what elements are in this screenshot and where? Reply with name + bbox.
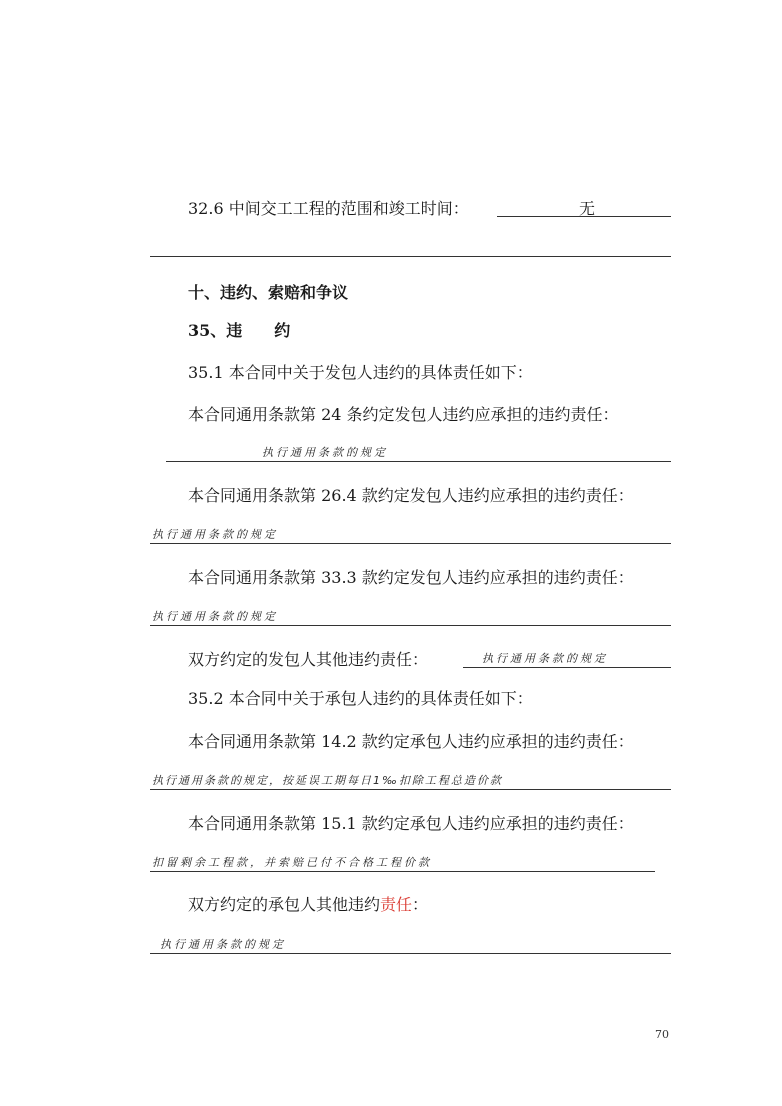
clause-35-1-item3-value: 执行通用条款的规定 [152,610,278,623]
page-number: 70 [655,1028,669,1041]
clause-35-1-item3-label: 本合同通用条款第 33.3 款约定发包人违约应承担的违约责任： [188,568,634,587]
clause-35-2-other-value: 执行通用条款的规定 [160,938,286,951]
clause-35-1-item2-value: 执行通用条款的规定 [152,528,278,541]
other-label-suffix: ： [412,895,429,914]
section-10-title: 十、违约、索赔和争议 [188,283,349,302]
clause-35-2-item2-label: 本合同通用条款第 15.1 款约定承包人违约应承担的违约责任： [188,814,634,833]
clause-35-1-other-value: 执行通用条款的规定 [482,652,608,665]
fill-line [166,461,671,462]
clause-35-1-other-label: 双方约定的发包人其他违约责任： [188,650,429,669]
fill-line [463,667,671,668]
fill-line [150,953,671,954]
clause-32-6-label: 32.6 中间交工工程的范围和竣工时间： [188,199,469,218]
clause-35-1-intro: 35.1 本合同中关于发包人违约的具体责任如下： [188,363,533,382]
clause-35-2-other-label [188,894,428,916]
fill-line [497,216,671,217]
clause-35-2-intro: 35.2 本合同中关于承包人违约的具体责任如下： [188,689,533,708]
clause-35-2-item2-value: 扣留剩余工程款，并索赔已付不合格工程价款 [152,856,432,869]
clause-35-1-item1-value: 执行通用条款的规定 [262,446,388,459]
clause-35-1-item1-label: 本合同通用条款第 24 条约定发包人违约应承担的违约责任： [188,405,619,424]
fill-line [150,789,671,790]
other-label-highlight: 责任 [380,895,413,914]
clause-35-2-item1-label: 本合同通用条款第 14.2 款约定承包人违约应承担的违约责任： [188,732,634,751]
fill-line [150,871,655,872]
other-label-prefix: 双方约定的承包人其他违约 [188,895,381,914]
clause-32-6-value: 无 [579,199,596,218]
section-35-title: 35、违 约 [188,321,291,340]
fill-line [150,256,671,257]
clause-35-1-item2-label: 本合同通用条款第 26.4 款约定发包人违约应承担的违约责任： [188,486,634,505]
fill-line [150,543,671,544]
fill-line [150,625,671,626]
clause-35-2-item1-value: 执行通用条款的规定，按延误工期每日1‰扣除工程总造价款 [152,774,503,787]
